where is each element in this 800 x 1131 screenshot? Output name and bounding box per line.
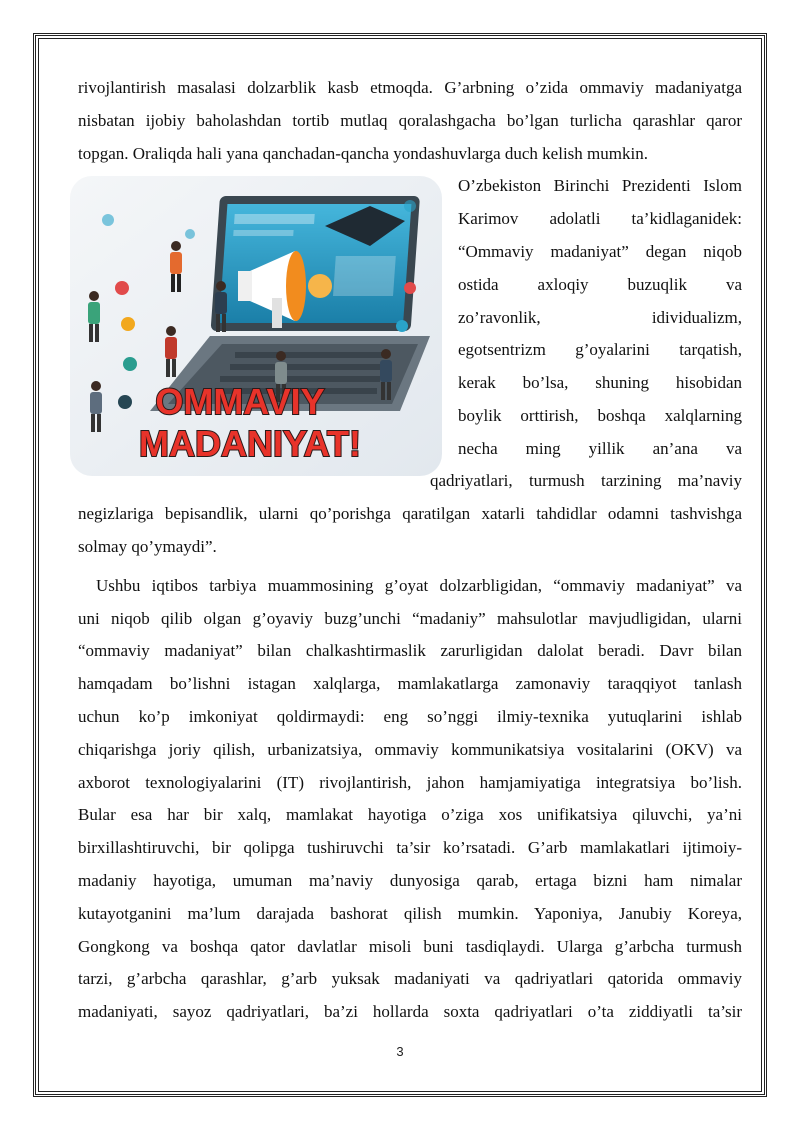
text-line: boylik orttirish, boshqa xalqlarning	[458, 405, 742, 425]
text-line: axborot texnologiyalarini (IT) rivojlantirish, jahon hamjamiyatiga integratsiya bo’lish.	[78, 772, 742, 792]
text-line: zo’ravonlik, idividualizm,	[458, 307, 742, 327]
text-line: negizlariga bepisandlik, ularni qo’porishga qaratilgan xatarli tahdidlar odamni tashvishga	[78, 504, 742, 524]
text-line: ostida axloqiy buzuqlik va	[458, 274, 742, 294]
text-line: Karimov adolatli ta’kidlaganidek:	[458, 209, 742, 229]
text-line: “Ommaviy madaniyat” degan niqob	[458, 241, 742, 261]
text-line: egotsentrizm g’oyalarini tarqatish,	[458, 340, 742, 360]
text-line: tarzi, g’arbcha qarashlar, g’arb yuksak madaniyati va qadriyatlari qatorida ommaviy	[78, 969, 742, 989]
text-line: Gongkong va boshqa qator davlatlar misoli buni tasdiqlaydi. Ularga g’arbcha turmush	[78, 936, 742, 956]
illustration-title-line1: OMMAVIY	[155, 381, 325, 423]
text-line: hamqadam bo’lishni istagan xalqlarga, mamlakatlarga zamonaviy taraqqiyot tanlash	[78, 674, 742, 694]
text-line: rivojlantirish masalasi dolzarblik kasb etmoqda. G’arbning o’zida ommaviy madaniyatga	[78, 78, 742, 97]
text-line: kutayotganini ma’lum darajada bashorat qilish mumkin. Yaponiya, Janubiy Koreya,	[78, 903, 742, 923]
text-line: Ushbu iqtibos tarbiya muammosining g’oyat dolzarbligidan, “ommaviy madaniyat” va	[96, 575, 742, 595]
text-line: nisbatan ijobiy baholashdan tortib mutlaq qoralashgacha bo’lgan turlicha qarashlar qaror	[78, 110, 742, 130]
ommaviy-madaniyat-illustration	[70, 176, 442, 476]
page-number: 3	[396, 1044, 404, 1059]
text-line: birxillashtiruvchi, bir qolipga tushiruvchi ta’sir ko’rsatadi. G’arb mamlakatlari ijtimoiy-	[78, 838, 742, 858]
text-line: qadriyatlari, turmush tarzining ma’naviy	[430, 471, 742, 491]
text-line: “ommaviy madaniyat” bilan chalkashtirmaslik zarurligidan dalolat beradi. Davr bilan	[78, 641, 742, 661]
text-line: uni niqob qilib olgan g’oyaviy buzg’unchi “madaniy” mahsulotlar mavjudligidan, ularni	[78, 608, 742, 628]
paragraph-main	[78, 570, 742, 1029]
text-line: kerak bo’lsa, shuning hisobidan	[458, 373, 742, 393]
text-line: madaniy hayotiga, umuman ma’naviy dunyosiga qarab, ertaga bizni ham nimalar	[78, 870, 742, 890]
text-line: O’zbekiston Birinchi Prezidenti Islom	[458, 176, 742, 196]
illustration-title-line2: MADANIYAT!	[139, 423, 361, 465]
text-line: necha ming yillik an’ana va	[458, 438, 742, 458]
paragraph-intro	[78, 72, 742, 170]
text-line: topgan. Oraliqda hali yana qanchadan-qancha yondashuvlarga duch kelish mumkin.	[78, 143, 648, 163]
quote-block	[78, 170, 742, 498]
page-content	[78, 72, 742, 1029]
text-line: chiqarishga joriy qilish, urbanizatsiya, ommaviy kommunikatsiya vositalarini (OKV) va	[78, 739, 742, 759]
text-line: solmay qo’ymaydi”.	[78, 536, 217, 556]
text-line: madaniyati, sayoz qadriyatlari, ba’zi hollarda soxta qadriyatlari o’ta ziddiyatli ta’sir	[78, 1002, 742, 1022]
text-line: uchun ko’p imkoniyat qoldirmaydi: eng so’nggi ilmiy-texnika yutuqlarini ishlab	[78, 706, 742, 726]
text-line: Bular esa har bir xalq, mamlakat hayotiga o’ziga xos unifikatsiya qiluvchi, ya’ni	[78, 805, 742, 825]
quote-right-column	[458, 170, 742, 465]
